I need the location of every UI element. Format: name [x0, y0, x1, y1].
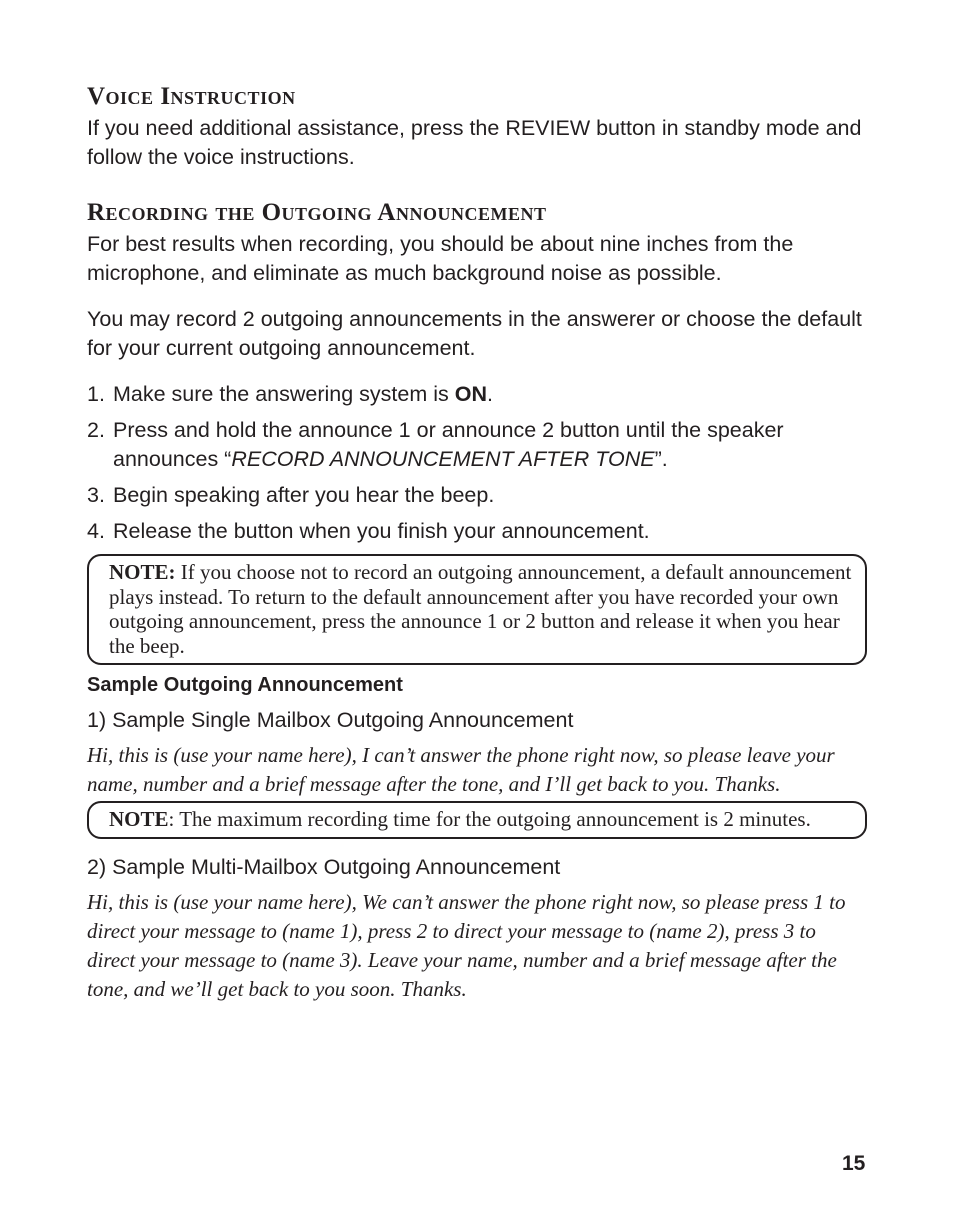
step-bold: ON [454, 382, 487, 406]
multi-mailbox-title: 2) Sample Multi-Mailbox Outgoing Announcement [87, 854, 561, 879]
note-label: NOTE [109, 807, 169, 831]
single-mailbox-sample-text: Hi, this is (use your name here), I can’t answer the phone right now, so please leave your name, number and a brief message after the tone, and I’ll get back to you. Thanks. [87, 743, 835, 796]
step-item [87, 380, 867, 409]
note-box-default-announcement [87, 554, 867, 665]
step-item [87, 481, 867, 510]
note-text: If you choose not to record an outgoing announcement, a default announcement plays instead. To return to the default announcement after you have recorded your own outgoing announcement, press the announce 1 or 2 button and release it when you hear the beep. [109, 560, 852, 658]
note-text: : The maximum recording time for the outgoing announcement is 2 minutes. [168, 807, 811, 831]
step-text-part: . [487, 382, 493, 406]
step-text-part: ”. [654, 447, 668, 471]
step-text [113, 416, 867, 474]
multi-mailbox-sample-text: Hi, this is (use your name here), We can’t answer the phone right now, so please press 1 to direct your message to (name 1), press 2 to direct your message to (name 2), press 3 to direct your message to (name 3). Leave your name, number and a brief message after the tone, and we’ll get back to you soon. Thanks. [87, 889, 846, 1001]
step-number: 1. [87, 382, 105, 406]
voice-instruction-body: If you need additional assistance, press the REVIEW button in standby mode and follow the voice instructions. [87, 116, 862, 169]
recording-paragraph-2: You may record 2 outgoing announcements in the answerer or choose the default for your current outgoing announcement. [87, 307, 862, 360]
step-number: 4. [87, 519, 105, 543]
manual-page [87, 82, 867, 1004]
note-label: NOTE: [109, 560, 176, 584]
single-mailbox-title: 1) Sample Single Mailbox Outgoing Announcement [87, 708, 574, 732]
recording-steps [87, 380, 867, 546]
step-italic: RECORD ANNOUNCEMENT AFTER TONE [231, 447, 655, 471]
step-text: Begin speaking after you hear the beep. [113, 483, 495, 507]
step-text [113, 380, 867, 409]
step-number: 2. [87, 418, 105, 442]
voice-instruction-heading: Voice Instruction [87, 83, 296, 110]
note-box-max-recording-time [87, 801, 867, 839]
recording-heading: Recording the Outgoing Announcement [87, 199, 547, 226]
sample-announcement-heading: Sample Outgoing Announcement [87, 674, 403, 696]
step-item [87, 416, 867, 474]
page-number: 15 [842, 1152, 866, 1175]
step-item [87, 517, 867, 546]
step-text: Release the button when you finish your announcement. [113, 519, 650, 543]
recording-paragraph-1: For best results when recording, you should be about nine inches from the microphone, and eliminate as much background noise as possible. [87, 232, 794, 285]
step-text-part: Make sure the answering system is [113, 382, 455, 406]
step-number: 3. [87, 483, 105, 507]
step-text-part: Press and hold the announce 1 or announce 2 button until the speaker announces “ [113, 418, 784, 471]
